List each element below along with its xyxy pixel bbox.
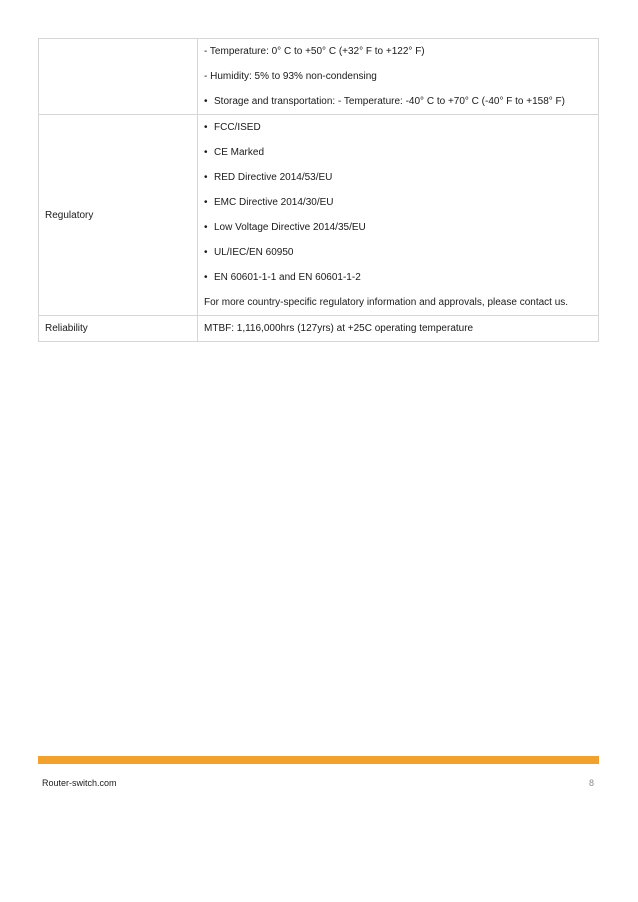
page-number: 8	[588, 778, 594, 788]
spec-line-text: Storage and transportation: - Temperature: -40° C to +70° C (-40° F to +158° F)	[214, 96, 565, 107]
row-value-cell	[198, 39, 599, 115]
table-row-regulatory	[39, 115, 599, 316]
spec-line	[204, 290, 592, 315]
bullet-icon: •	[204, 197, 208, 208]
spec-line-text: FCC/ISED	[214, 122, 261, 133]
bullet-icon: •	[204, 172, 208, 183]
row-label-cell	[39, 39, 198, 115]
footer-site-name: Router-switch.com	[42, 778, 117, 788]
table-row-environment	[39, 39, 599, 115]
spec-line	[204, 165, 592, 190]
spec-line	[204, 265, 592, 290]
bullet-icon: •	[204, 96, 208, 107]
bullet-icon: •	[204, 147, 208, 158]
spec-line	[204, 140, 592, 165]
spec-line-text: - Temperature: 0° C to +50° C (+32° F to +122° F)	[204, 46, 425, 57]
spec-line-text: - Humidity: 5% to 93% non-condensing	[204, 71, 377, 82]
bullet-icon: •	[204, 272, 208, 283]
spec-line-text: EN 60601-1-1 and EN 60601-1-2	[214, 272, 361, 283]
bullet-icon: •	[204, 247, 208, 258]
spec-table	[38, 38, 599, 342]
spec-line-text: RED Directive 2014/53/EU	[214, 172, 333, 183]
spec-line-text: For more country-specific regulatory information and approvals, please contact us.	[204, 297, 569, 308]
footer-accent-bar	[38, 756, 599, 764]
spec-line-text: UL/IEC/EN 60950	[214, 247, 294, 258]
spec-line-text: CE Marked	[214, 147, 265, 158]
row-label-cell: Regulatory	[39, 115, 198, 316]
spec-line	[204, 215, 592, 240]
spec-line	[204, 89, 592, 114]
table-row-reliability	[39, 316, 599, 342]
spec-line-text: EMC Directive 2014/30/EU	[214, 197, 334, 208]
spec-line	[204, 190, 592, 215]
spec-line	[204, 115, 592, 140]
row-value-cell	[198, 115, 599, 316]
bullet-icon: •	[204, 122, 208, 133]
bullet-icon: •	[204, 222, 208, 233]
spec-line	[204, 240, 592, 265]
row-value-cell	[198, 316, 599, 342]
spec-line-text: Low Voltage Directive 2014/35/EU	[214, 222, 366, 233]
spec-line	[204, 64, 592, 89]
spec-line	[204, 39, 592, 64]
spec-line-text: MTBF: 1,116,000hrs (127yrs) at +25C operating temperature	[204, 323, 474, 334]
row-label-cell: Reliability	[39, 316, 198, 342]
